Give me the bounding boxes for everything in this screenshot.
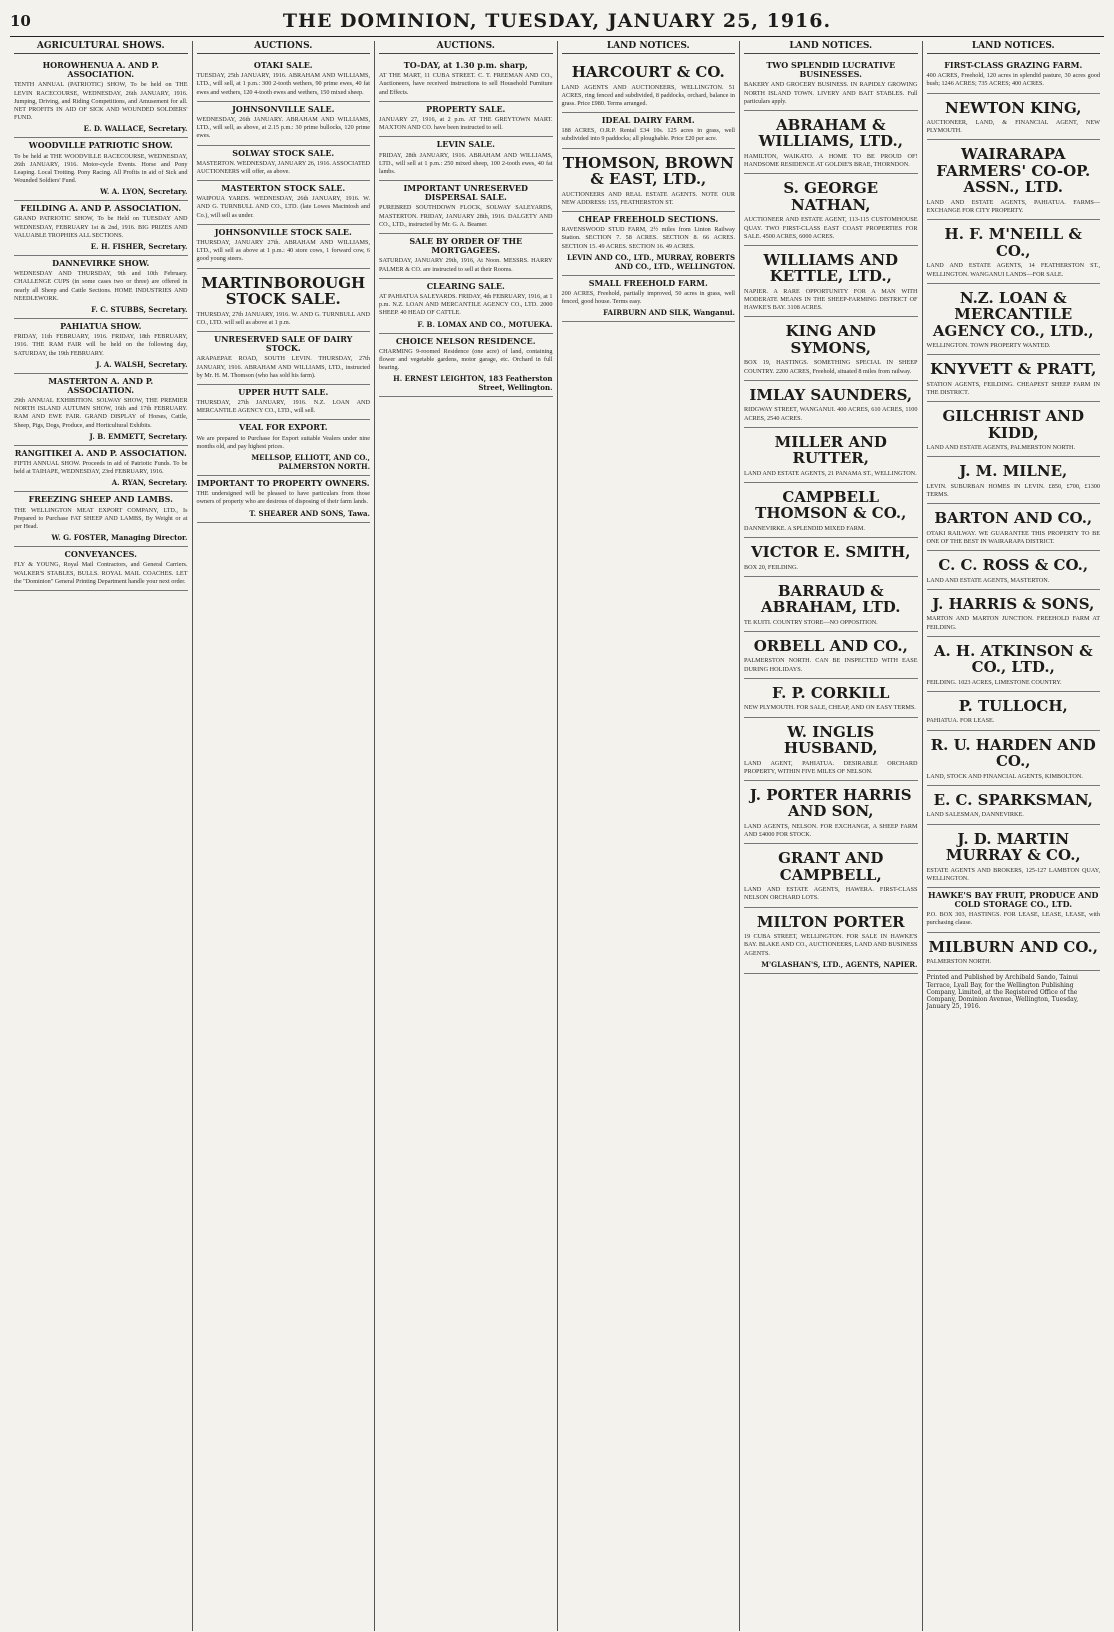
ad-body: STATION AGENTS, FEILDING. CHEAPEST SHEEP FARM IN THE DISTRICT.: [926, 380, 1100, 397]
ad-title: RANGITIKEI A. AND P. ASSOCIATION.: [14, 447, 187, 458]
column-heading: LAND NOTICES.: [562, 41, 736, 54]
advertisement: [744, 317, 918, 380]
advertisement: [197, 420, 371, 476]
ad-body: FEILDING. 1023 ACRES, LIMESTONE COUNTRY.: [926, 678, 1062, 686]
column-heading: AGRICULTURAL SHOWS.: [14, 41, 188, 54]
advertisement: [379, 137, 553, 181]
advertisement: [197, 269, 371, 332]
ad-title: R. U. HARDEN AND CO.,: [930, 735, 1096, 771]
ad-body: WAIPOUA YARDS. WEDNESDAY, 26th JANUARY, 1916. W. AND G. TURNBULL AND CO., LTD. (late Lowes Macintosh and Co.), will sell as under.: [196, 195, 370, 219]
imprint-footer: Printed and Published by Archibald Sando, Tainui Terrace, Lyall Bay, for the Wellington Publishing Company, Limited, at the Registered Office of the Company, Dominion Avenue, Wellington, Tuesday, January 25, 1916.: [926, 974, 1079, 1011]
ad-title: NEWTON KING,: [945, 98, 1082, 117]
advertisement: [927, 590, 1101, 637]
ad-title: IDEAL DAIRY FARM.: [601, 115, 695, 126]
ad-title: P. TULLOCH,: [958, 696, 1068, 715]
advertisement: [927, 504, 1101, 551]
ad-signature: T. SHEARER AND SONS, Tawa.: [249, 508, 370, 518]
ad-title: SMALL FREEHOLD FARM.: [588, 277, 708, 288]
advertisement: [744, 781, 918, 844]
advertisement: [927, 933, 1101, 972]
ad-body: LAND AND ESTATE AGENTS, 14 FEATHERSTON ST., WELLINGTON. WANGANUI LANDS—FOR SALE.: [926, 262, 1100, 278]
ad-body: WEDNESDAY, 26th JANUARY. ABRAHAM AND WILLIAMS, LTD., will sell, as above, at 2.15 p.m.: 30 prime bullocks, 120 prime ewes.: [196, 115, 370, 140]
ad-body: TE KUITI. COUNTRY STORE—NO OPPOSITION.: [744, 618, 878, 626]
ad-body: 29th ANNUAL EXHIBITION. SOLWAY SHOW, THE PREMIER NORTH ISLAND AUTUMN SHOW, 16th and 17th FEBRUARY. RAM AND EWE FAIR. GRAND DISPLAY of Horses, Cattle, Sheep, Pigs, Dogs, Produce, and Horticultural Exhibits.: [14, 397, 188, 429]
column-heading: LAND NOTICES.: [927, 41, 1101, 54]
ad-body: AUCTIONEER AND ESTATE AGENT, 113-115 CUSTOMHOUSE QUAY. TWO FIRST-CLASS EAST COAST PROPERTIES FOR SALE. 4500 ACRES, 6000 ACRES.: [744, 216, 918, 240]
ad-title: IMPORTANT UNRESERVED DISPERSAL SALE.: [403, 183, 528, 203]
column-heading: AUCTIONS.: [379, 41, 553, 54]
advertisement: [14, 492, 188, 547]
advertisement: [744, 577, 918, 632]
ad-body: WELLINGTON. TOWN PROPERTY WANTED.: [926, 342, 1051, 350]
ad-title: JOHNSONVILLE SALE.: [232, 103, 335, 114]
ad-title: J. PORTER HARRIS AND SON,: [749, 785, 912, 821]
advertisement: [197, 181, 371, 225]
ad-title: VICTOR E. SMITH,: [751, 543, 911, 562]
ad-title: FIRST-CLASS GRAZING FARM.: [944, 60, 1083, 70]
column-3: [375, 41, 558, 1631]
advertisement: [379, 234, 553, 279]
ad-title: JOHNSONVILLE STOCK SALE.: [214, 226, 352, 237]
ad-body: THURSDAY, JANUARY 27th. ABRAHAM AND WILLIAMS, LTD., will sell as above at 1 p.m.: 40 store cows, 1 forward cow, 6 good young steers.: [196, 239, 370, 263]
column-heading: LAND NOTICES.: [744, 41, 918, 54]
ad-body: TENTH ANNUAL (PATRIOTIC) SHOW, To be held on THE LEVIN RACECOURSE, WEDNESDAY, 26th JANUARY, 1916. Jumping, Driving, and Riding Competitions, and Amusement for all. NET PROFITS IN AID OF SICK AND WOUNDED SOLDIERS' FUND.: [14, 81, 188, 122]
ad-title: E. C. SPARKSMAN,: [933, 790, 1093, 809]
ad-body: PAHIATUA. FOR LEASE.: [926, 717, 995, 725]
ad-body: LAND, STOCK AND FINANCIAL AGENTS, KIMBOLTON.: [926, 772, 1083, 780]
masthead: [10, 6, 1104, 37]
ad-body: FLY & YOUNG, Royal Mail Contractors, and General Carriers. WALKER'S STABLES, BULLS. ROYAL MAIL COACHES. LET the "Dominion" General Printing Department handle your next order.: [14, 561, 188, 585]
advertisement: [744, 844, 918, 907]
ad-body: LAND AND ESTATE AGENTS, HAWERA. FIRST-CLASS NELSON ORCHARD LOTS.: [744, 886, 918, 902]
ad-body: AT THE MART, 11 CUBA STREET. C. T. FREEMAN AND CO., Auctioneers, have received instructions to sell Household Furniture and Effects.: [379, 72, 553, 96]
ad-signature: J. A. WALSH, Secretary.: [96, 359, 188, 369]
ad-title: TWO SPLENDID LUCRATIVE BUSINESSES.: [766, 60, 896, 80]
ad-title: CONVEYANCES.: [64, 549, 137, 560]
advertisement: [927, 355, 1101, 402]
ad-body: 400 ACRES, Freehold, 120 acres in splendid pasture, 30 acres good bush; 1246 ACRES; 735 ACRES; 400 ACRES.: [926, 72, 1100, 88]
advertisement: [744, 246, 918, 318]
advertisement: [562, 58, 736, 113]
ad-signature: W. G. FOSTER, Managing Director.: [51, 533, 188, 543]
ad-body: HAMILTON, WAIKATO. A HOME TO BE PROUD OF! HANDSOME RESIDENCE AT GOLDIE'S BRAE, THORNDON.: [744, 152, 918, 169]
ad-title: HOROWHENUA A. AND P. ASSOCIATION.: [42, 60, 159, 80]
ad-body: AT PAHIATUA SALEYARDS. FRIDAY, 4th FEBRUARY, 1916, at 1 p.m. N.Z. LOAN AND MERCANTILE AGENCY CO., LTD. 2000 SHEEP. 40 HEAD OF CATTLE.: [379, 292, 553, 317]
column-2: [193, 41, 376, 1631]
ad-title: GRANT AND CAMPBELL,: [778, 849, 884, 884]
ad-title: UNRESERVED SALE OF DAIRY STOCK.: [214, 333, 353, 354]
ad-body: LAND AND ESTATE AGENTS, 21 PANAMA ST., WELLINGTON.: [744, 469, 917, 477]
column-5: [740, 41, 923, 1631]
ad-title: ABRAHAM & WILLIAMS, LTD.,: [758, 115, 903, 151]
advertisement: [744, 679, 918, 718]
ad-signature: F. B. LOMAX AND CO., MOTUEKA.: [417, 319, 553, 329]
ad-body: FRIDAY, 11th FEBRUARY, 1916. FRIDAY, 18th FEBRUARY, 1916. THE RAM FAIR will be held on the following day, SATURDAY, the 19th FEBRUARY.: [14, 333, 188, 357]
advertisement: [14, 446, 188, 493]
ad-title: VEAL FOR EXPORT.: [238, 422, 328, 433]
advertisement: [744, 718, 918, 781]
ad-title: N.Z. LOAN & MERCANTILE AGENCY CO., LTD.,: [932, 288, 1094, 340]
ad-title: FEILDING A. AND P. ASSOCIATION.: [20, 203, 182, 214]
ad-signature: J. B. EMMETT, Secretary.: [89, 431, 188, 441]
advertisement: [927, 637, 1101, 692]
ad-body: MASTERTON. WEDNESDAY, JANUARY 26, 1916. ASSOCIATED AUCTIONEERS will offer, as above.: [196, 159, 370, 175]
ad-body: LAND AND ESTATE AGENTS, PALMERSTON NORTH.: [926, 444, 1075, 452]
ad-title: THOMSON, BROWN & EAST, LTD.,: [562, 153, 734, 189]
advertisement: [14, 58, 188, 138]
ad-title: GILCHRIST AND KIDD,: [942, 407, 1085, 442]
ad-body: 200 ACRES, Freehold, partially improved, 50 acres in grass, well fenced, good house. Terms easy.: [561, 289, 735, 306]
ad-signature: W. A. LYON, Secretary.: [100, 187, 188, 197]
ad-title: SOLWAY STOCK SALE.: [232, 147, 335, 158]
ad-title: IMPORTANT TO PROPERTY OWNERS.: [196, 478, 370, 488]
advertisement: [927, 692, 1101, 731]
ad-title: J. D. MARTIN MURRAY & CO.,: [945, 829, 1081, 864]
ad-body: THURSDAY, 27th JANUARY, 1916. W. AND G. TURNBULL AND CO., LTD. will sell as above at 1 p.m.: [196, 310, 370, 326]
ad-title: MILTON PORTER: [756, 912, 905, 931]
ad-title: ORBELL AND CO.,: [753, 636, 908, 655]
ad-body: AUCTIONEER, LAND, & FINANCIAL AGENT, NEW PLYMOUTH.: [926, 119, 1100, 135]
advertisement: [927, 58, 1101, 94]
ad-title: LEVIN SALE.: [436, 139, 495, 150]
advertisement: [927, 402, 1101, 457]
ad-body: CHARMING 9-roomed Residence (one acre) of land, containing flower and vegetable gardens, motor garage, etc. Orchard in full bearing.: [379, 347, 553, 372]
ad-body: FIFTH ANNUAL SHOW. Proceeds in aid of Patriotic Funds. To be held at TAIHAPE, WEDNESDAY, 23rd FEBRUARY, 1916.: [14, 460, 188, 476]
ad-title: OTAKI SALE.: [253, 60, 313, 70]
ad-body: DANNEVIRKE. A SPLENDID MIXED FARM.: [744, 524, 865, 532]
advertisement: [927, 94, 1101, 141]
ad-title: MILLER AND RUTTER,: [774, 432, 887, 468]
ad-body: THE WELLINGTON MEAT EXPORT COMPANY, LTD., Is Prepared to Purchase FAT SHEEP AND LAMBS, By Weight or at per Head.: [14, 506, 188, 530]
ad-title: C. C. ROSS & CO.,: [938, 556, 1089, 575]
ad-title: WILLIAMS AND KETTLE, LTD.,: [763, 250, 899, 286]
ad-title: MARTINBOROUGH STOCK SALE.: [201, 273, 366, 309]
page-number: 10: [10, 12, 31, 30]
advertisement: [562, 212, 736, 276]
ad-title: UPPER HUTT SALE.: [238, 386, 329, 397]
ad-title: W. INGLIS HUSBAND,: [783, 722, 878, 757]
ad-title: S. GEORGE NATHAN,: [783, 179, 879, 214]
advertisement: [927, 888, 1101, 933]
ad-title: CHOICE NELSON RESIDENCE.: [395, 335, 536, 346]
advertisement: [927, 284, 1101, 356]
ad-signature: FAIRBURN AND SILK, Wanganui.: [603, 308, 735, 318]
ad-body: RIDGWAY STREET, WANGANUI. 400 ACRES, 610 ACRES, 1100 ACRES, 2540 ACRES.: [744, 406, 918, 422]
ad-title: BARTON AND CO.,: [934, 509, 1093, 528]
ad-title: A. H. ATKINSON & CO., LTD.,: [933, 641, 1093, 677]
ad-signature: MELLSOP, ELLIOTT, AND CO., PALMERSTON NORTH.: [251, 453, 370, 471]
ad-title: CHEAP FREEHOLD SECTIONS.: [578, 214, 719, 224]
ad-body: PALMERSTON NORTH. CAN BE INSPECTED WITH EASE DURING HOLIDAYS.: [744, 657, 918, 673]
advertisement: [562, 113, 736, 149]
ad-body: LAND AND ESTATE AGENTS, MASTERTON.: [926, 576, 1050, 584]
advertisement: [379, 181, 553, 234]
advertisement: [744, 538, 918, 577]
ad-body: BOX 19, HASTINGS. SOMETHING SPECIAL IN SHEEP COUNTRY. 2200 ACRES, Freehold, situated 8 miles from railway.: [744, 359, 918, 375]
ad-title: WAIRARAPA FARMERS' CO-OP. ASSN., LTD.: [936, 145, 1091, 197]
ad-body: SATURDAY, JANUARY 29th, 1916, At Noon. MESSRS. HARRY PALMER & CO. are instructed to sell at their Rooms.: [379, 257, 553, 273]
ad-body: BOX 20, FEILDING.: [744, 563, 798, 571]
advertisement: [14, 374, 188, 446]
ad-title: IMLAY SAUNDERS,: [749, 385, 913, 404]
column-4: [558, 41, 741, 1631]
advertisement: [927, 457, 1101, 504]
ad-body: ARAPAEPAE ROAD, SOUTH LEVIN. THURSDAY, 27th JANUARY, 1916. ABRAHAM AND WILLIAMS, LTD., instructed by Mr. H. M. Thomson (who has sold his farm).: [196, 355, 370, 379]
ad-body: FRIDAY, 28th JANUARY, 1916. ABRAHAM AND WILLIAMS, LTD., will sell at 1 p.m.: 250 mixed sheep, 100 2-tooth ewes, 40 fat lambs.: [379, 151, 553, 175]
ad-title: PROPERTY SALE.: [426, 103, 506, 114]
ad-title: PAHIATUA SHOW.: [60, 320, 142, 331]
ad-signature: H. ERNEST LEIGHTON, 183 Featherston Street, Wellington.: [393, 374, 553, 393]
ad-title: HARCOURT & CO.: [571, 63, 725, 81]
ad-title: F. P. CORKILL: [772, 683, 890, 702]
ad-title: WOODVILLE PATRIOTIC SHOW.: [28, 140, 173, 151]
advertisement: [379, 58, 553, 102]
advertisement: [744, 483, 918, 538]
ad-body: ESTATE AGENTS AND BROKERS, 125-127 LAMBTON QUAY, WELLINGTON.: [926, 866, 1100, 882]
column-1: [10, 41, 193, 1631]
ad-body: PUREBRED SOUTHDOWN FLOCK, SOLWAY SALEYARDS, MASTERTON. FRIDAY, JANUARY 28th, 1916. DALGETY AND CO., LTD., instructed by Mr. G. A. Beamer.: [379, 204, 553, 228]
ad-body: JANUARY 27, 1916, at 2 p.m. AT THE GREYTOWN MART. MAXTON AND CO. have been instructed to sell.: [379, 115, 553, 132]
ad-title: SALE BY ORDER OF THE MORTGAGEES.: [409, 236, 523, 256]
advertisement: [744, 381, 918, 428]
ad-title: MASTERTON STOCK SALE.: [221, 183, 346, 194]
column-6: [923, 41, 1105, 1631]
ad-signature: F. C. STUBBS, Secretary.: [91, 304, 188, 314]
advertisement: [379, 279, 553, 334]
advertisement: [927, 731, 1101, 786]
columns: [10, 41, 1104, 1631]
advertisement: [927, 786, 1101, 825]
ad-body: To be held at THE WOODVILLE RACECOURSE, WEDNESDAY, 26th JANUARY, 1916. Motor-cycle Events. Horse and Pony Leaping. Local Trotting. Pony Racing. All Profits in aid of Sick and Wounded Soldiers' Fund.: [14, 152, 188, 185]
ad-title: TO-DAY, at 1.30 p.m. sharp,: [403, 60, 528, 70]
ad-body: THURSDAY, 27th JANUARY, 1916. N.Z. LOAN AND MERCANTILE AGENCY CO., LTD., will sell.: [196, 399, 370, 415]
advertisement: [197, 385, 371, 421]
advertisement: [197, 332, 371, 385]
ad-signature: E. H. FISHER, Secretary.: [90, 242, 188, 251]
ad-signature: A. RYAN, Secretary.: [111, 478, 188, 488]
advertisement: [744, 428, 918, 483]
advertisement: [927, 140, 1101, 220]
advertisement: [927, 825, 1101, 888]
advertisement: [379, 334, 553, 398]
advertisement: [197, 146, 371, 182]
advertisement: [744, 908, 918, 974]
ad-title: MILBURN AND CO.,: [928, 937, 1098, 956]
ad-title: BARRAUD & ABRAHAM, LTD.: [761, 581, 901, 617]
advertisement: [744, 58, 918, 111]
ad-title: DANNEVIRKE SHOW.: [52, 258, 150, 268]
ad-body: PALMERSTON NORTH.: [926, 958, 992, 966]
newspaper-title: THE DOMINION, TUESDAY, JANUARY 25, 1916.: [282, 10, 832, 32]
ad-body: WEDNESDAY AND THURSDAY, 9th and 10th February. CHALLENGE CUPS (in some cases two or three) are offered in nearly all Sheep and Cattle Sections. HOME INDUSTRIES AND NEEDLEWORK.: [14, 270, 188, 302]
ad-body: 188 ACRES, O.R.P. Rental £34 10s. 125 acres in grass, well subdivided into 9 paddocks; all ploughable. Price £20 per acre.: [561, 127, 735, 143]
ad-body: LAND AGENTS, NELSON. FOR EXCHANGE, A SHEEP FARM AND £4000 FOR STOCK.: [744, 822, 918, 839]
ad-body: LAND AGENTS AND AUCTIONEERS, WELLINGTON. 51 ACRES, ring fenced and subdivided, 8 paddocks, orchard, balance in grass. Price £980. Terms arranged.: [561, 83, 735, 107]
advertisement: [197, 58, 371, 102]
ad-body: GRAND PATRIOTIC SHOW, To be Held on TUESDAY AND WEDNESDAY, FEBRUARY 1st & 2nd, 1916. BIG PRIZES AND VALUABLE TROPHIES ALL SECTIONS.: [14, 215, 188, 239]
ad-title: HAWKE'S BAY FRUIT, PRODUCE AND COLD STORAGE CO., LTD.: [928, 889, 1099, 910]
advertisement: [744, 174, 918, 246]
advertisement: [14, 201, 188, 256]
advertisement: [744, 111, 918, 174]
ad-title: FREEZING SHEEP AND LAMBS.: [28, 494, 173, 505]
ad-signature: M'GLASHAN'S, LTD., AGENTS, NAPIER.: [761, 959, 918, 969]
advertisement: [927, 220, 1101, 283]
advertisement: [562, 276, 736, 323]
ad-title: J. HARRIS & SONS,: [932, 594, 1095, 613]
advertisement: [197, 102, 371, 146]
ad-body: LEVIN. SUBURBAN HOMES IN LEVIN. £850, £700, £1300 TERMS.: [926, 482, 1100, 499]
ad-title: KNYVETT & PRATT,: [930, 360, 1097, 379]
advertisement: [744, 632, 918, 679]
advertisement: [14, 256, 188, 319]
ad-body: LAND AGENT, PAHIATUA. DESIRABLE ORCHARD PROPERTY, WITHIN FIVE MILES OF NELSON.: [744, 759, 918, 775]
ad-body: AUCTIONEERS AND REAL ESTATE AGENTS. NOTE OUR NEW ADDRESS: 155, FEATHERSTON ST.: [561, 190, 735, 206]
ad-body: LAND SALESMAN, DANNEVIRKE.: [926, 811, 1024, 819]
ad-body: NAPIER. A RARE OPPORTUNITY FOR A MAN WITH MODERATE MEANS IN THE SHEEP-FARMING DISTRICT OF HAWKE'S BAY. 3108 ACRES.: [744, 287, 918, 312]
ad-title: CLEARING SALE.: [426, 280, 505, 291]
ad-signature: LEVIN AND CO., LTD., MURRAY, ROBERTS AND CO., LTD., WELLINGTON.: [566, 252, 735, 271]
advertisement: [14, 547, 188, 591]
ad-body: P.O. BOX 303, HASTINGS. FOR LEASE, LEASE, LEASE, with purchasing clause.: [926, 911, 1100, 927]
ad-body: OTAKI RAILWAY. WE GUARANTEE THIS PROPERTY TO BE ONE OF THE BEST IN WAIRARAPA DISTRICT.: [926, 529, 1100, 545]
ad-title: KING AND SYMONS,: [785, 322, 876, 357]
advertisement: [562, 149, 736, 212]
ad-signature: E. D. WALLACE, Secretary.: [83, 124, 188, 134]
ad-title: CAMPBELL THOMSON & CO.,: [755, 487, 907, 523]
ad-title: J. M. MILNE,: [959, 462, 1068, 481]
ad-body: BAKERY AND GROCERY BUSINESS. IN RAPIDLY GROWING NORTH ISLAND TOWN. LIVERY AND BAIT STABLES. Full particulars apply.: [744, 81, 918, 105]
advertisement: [927, 551, 1101, 590]
advertisement: [14, 138, 188, 201]
ad-body: LAND AND ESTATE AGENTS, PAHIATUA. FARMS—EXCHANGE FOR CITY PROPERTY.: [926, 198, 1100, 215]
advertisement: [197, 476, 371, 523]
ad-title: MASTERTON A. AND P. ASSOCIATION.: [48, 375, 154, 395]
ad-body: NEW PLYMOUTH. FOR SALE, CHEAP, AND ON EASY TERMS.: [744, 704, 916, 712]
ad-body: 19 CUBA STREET, WELLINGTON. FOR SALE IN HAWKE'S BAY. BLAKE AND CO., AUCTIONEERS, LAND AND BUSINESS AGENTS.: [744, 933, 918, 957]
advertisement: [379, 102, 553, 138]
advertisement: [14, 319, 188, 374]
ad-body: We are prepared to Purchase for Export suitable Vealers under nine months old, and pay highest prices.: [196, 434, 370, 450]
advertisement: [197, 225, 371, 269]
ad-body: TUESDAY, 25th JANUARY, 1916. ABRAHAM AND WILLIAMS, LTD., will sell, at 1 p.m.: 300 2-tooth wethers, 90 prime ewes, 40 fat ewes and wethers, 120 4-tooth ewes and wethers, 150 mixed sheep.: [196, 72, 370, 96]
ad-body: THE undersigned will be pleased to have particulars from those owners of property who are desirous of disposing of their farm lands.: [196, 490, 370, 506]
ad-body: RAVENSWOOD STUD FARM, 2½ miles from Linton Railway Station. SECTION 7. 58 ACRES. SECTION 8. 66 ACRES. SECTION 15. 49 ACRES. SECTION 16. 49 ACRES.: [561, 226, 735, 250]
ad-body: MARTON AND MARTON JUNCTION. FREEHOLD FARM AT FEILDING.: [926, 615, 1100, 631]
column-heading: AUCTIONS.: [197, 41, 371, 54]
ad-title: H. F. M'NEILL & CO.,: [944, 225, 1082, 260]
